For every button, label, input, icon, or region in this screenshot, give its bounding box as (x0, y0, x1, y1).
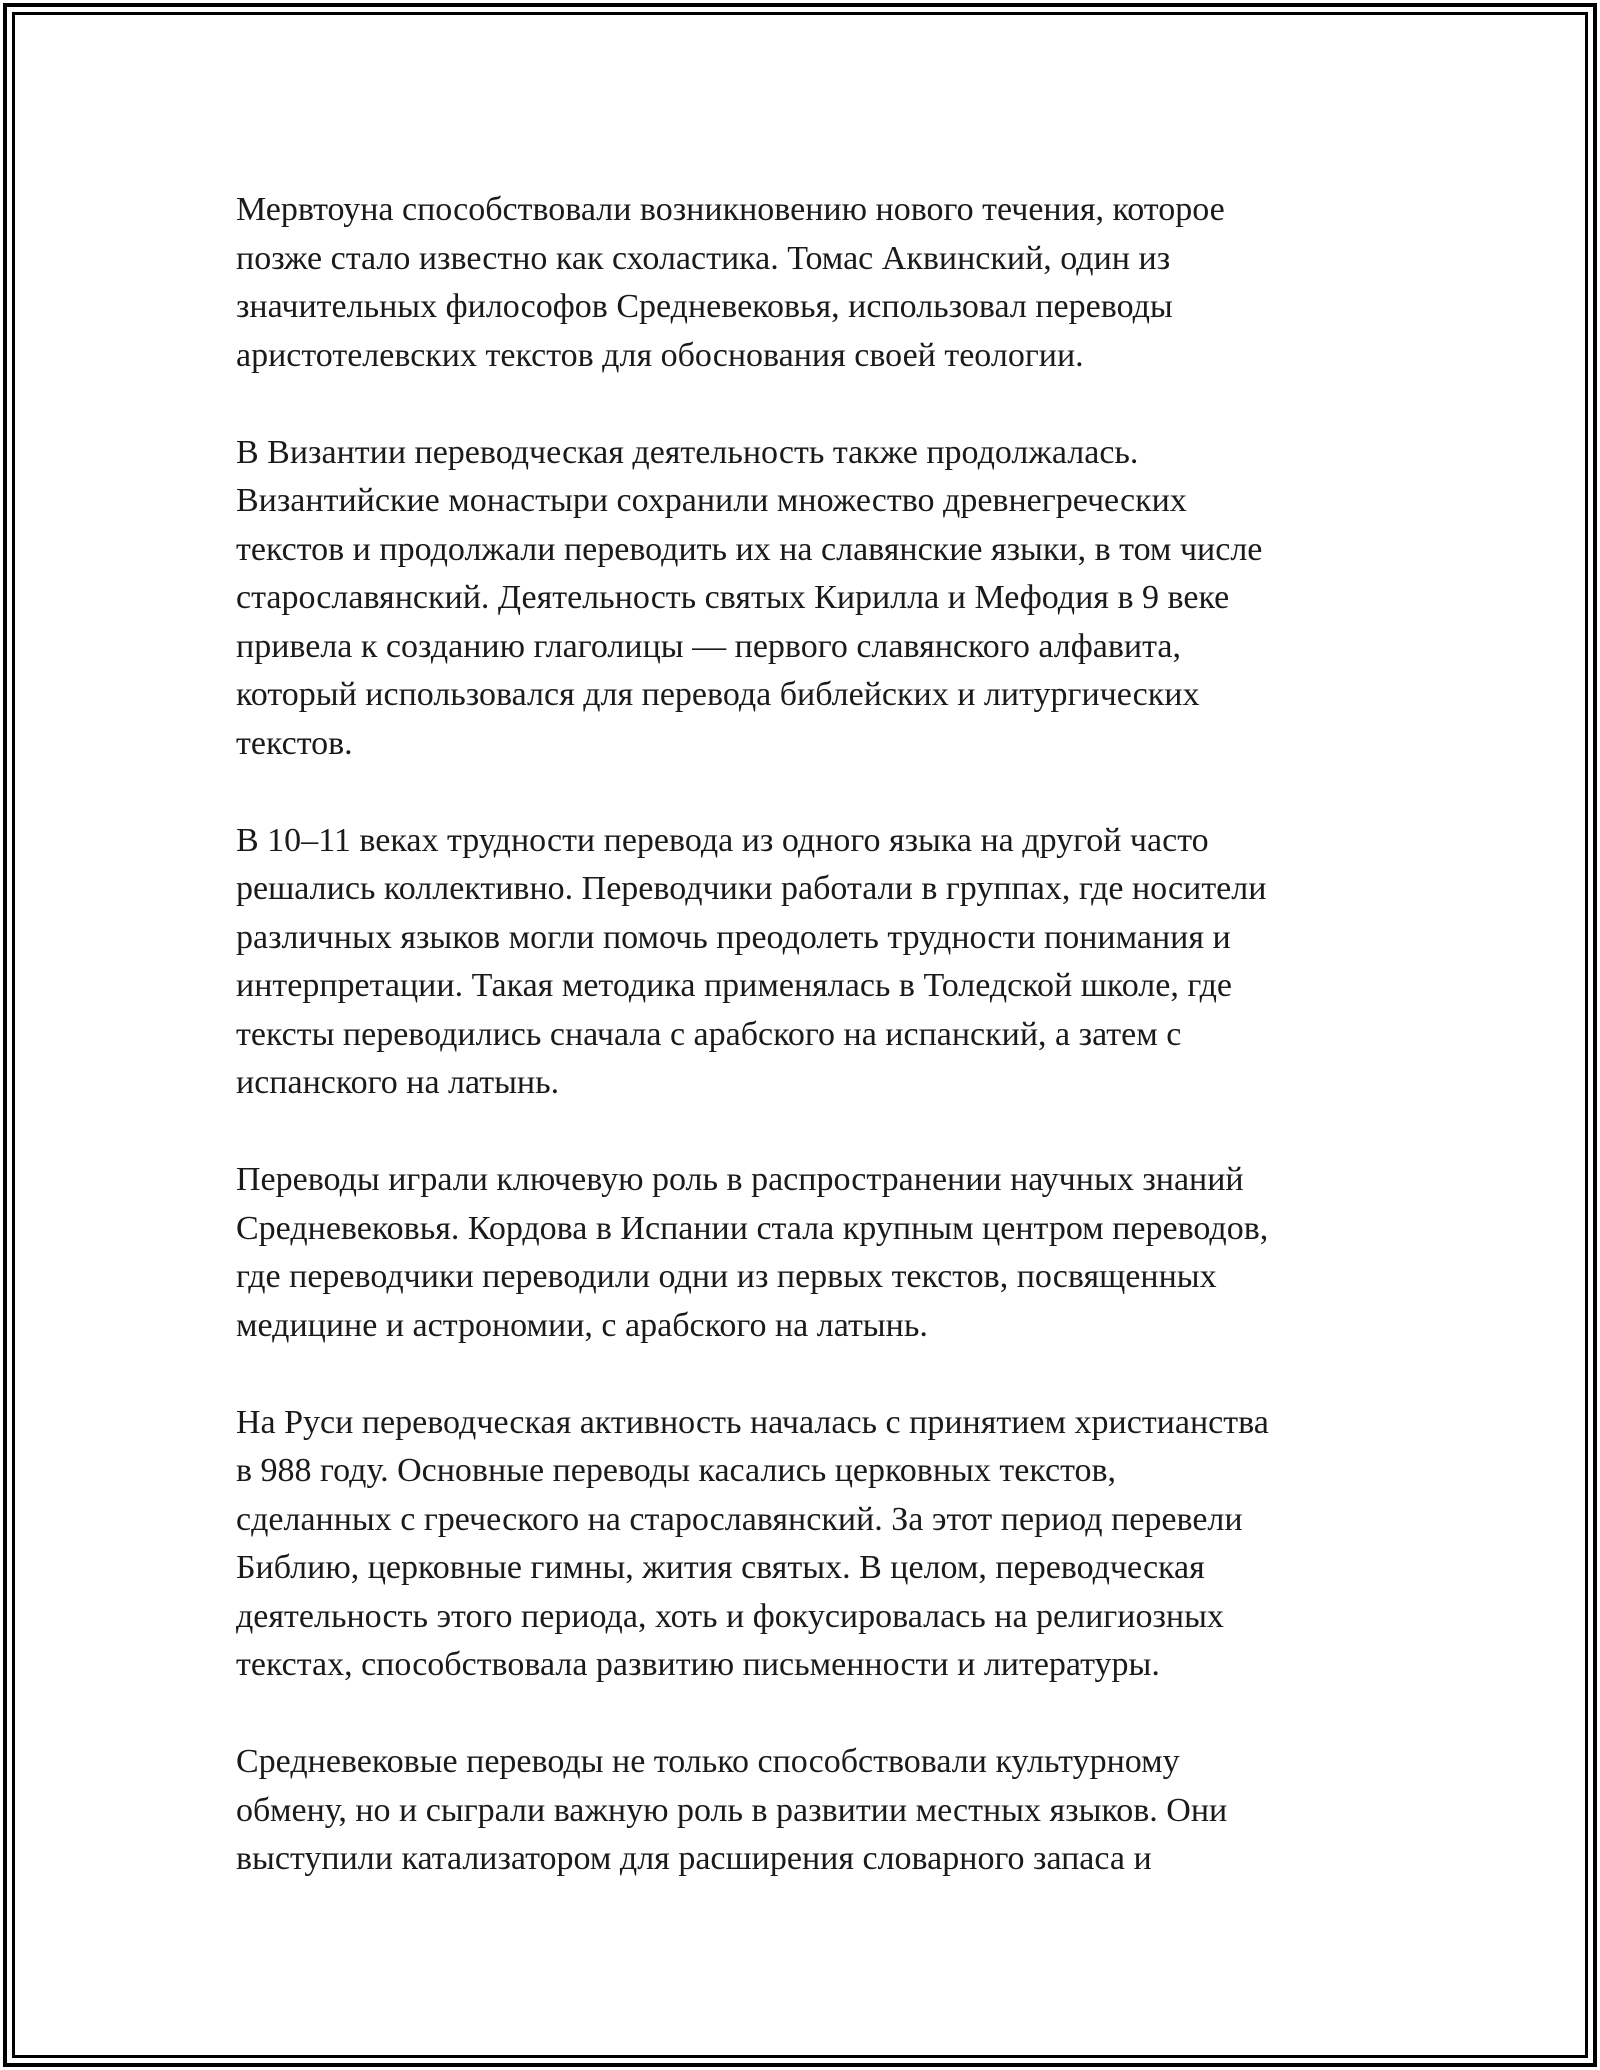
text-line: деятельность этого периода, хоть и фокусировалась на религиозных (236, 1597, 1224, 1635)
text-line: испанского на латынь. (236, 1064, 560, 1101)
text-line: тексты переводились сначала с арабского на испанский, а затем с (236, 1015, 1182, 1053)
text-line: в 988 году. Основные переводы касались церковных текстов, (236, 1452, 1117, 1489)
paragraph-cordoba (236, 1156, 1376, 1350)
document-body (236, 186, 1376, 1932)
text-line: текстов. (236, 724, 353, 762)
text-line: сделанных с греческого на старославянский. За этот период перевели (236, 1500, 1243, 1538)
text-line: аристотелевских текстов для обоснования своей теологии. (236, 336, 1084, 374)
text-line: Византийские монастыри сохранили множество древнегреческих (236, 482, 1187, 519)
paragraph-collective-translation (236, 817, 1376, 1108)
text-line: В 10–11 веках трудности перевода из одного языка на другой часто (236, 821, 1209, 859)
text-line: позже стало известно как схоластика. Томас Аквинский, один из (236, 239, 1171, 277)
text-line: привела к созданию глаголицы — первого славянского алфавита, (236, 627, 1181, 665)
text-line: интерпретации. Такая методика применялась в Толедской школе, где (236, 967, 1232, 1004)
text-line: Средневековья. Кордова в Испании стала крупным центром переводов, (236, 1209, 1269, 1247)
text-line: выступили катализатором для расширения словарного запаса и (236, 1840, 1152, 1877)
text-line: Мервтоуна способствовали возникновению нового течения, которое (236, 191, 1225, 228)
text-line: На Руси переводческая активность началась с принятием христианства (236, 1403, 1269, 1441)
paragraph-byzantium (236, 429, 1376, 769)
text-line: медицине и астрономии, с арабского на латынь. (236, 1306, 928, 1344)
text-line: старославянский. Деятельность святых Кирилла и Мефодия в 9 веке (236, 579, 1230, 616)
text-line: Средневековые переводы не только способствовали культурному (236, 1743, 1180, 1780)
text-line: В Византии переводческая деятельность также продолжалась. (236, 433, 1139, 471)
paragraph-scholasticism (236, 186, 1376, 380)
text-line: обмену, но и сыграли важную роль в развитии местных языков. Они (236, 1791, 1228, 1829)
text-line: текстов и продолжали переводить их на славянские языки, в том числе (236, 530, 1263, 568)
text-line: различных языков могли помочь преодолеть трудности понимания и (236, 918, 1231, 956)
text-line: где переводчики переводили одни из первых текстов, посвященных (236, 1258, 1217, 1295)
text-line: текстах, способствовала развитию письменности и литературы. (236, 1646, 1160, 1683)
paragraph-rus (236, 1399, 1376, 1690)
text-line: значительных философов Средневековья, использовал переводы (236, 288, 1173, 325)
paragraph-local-languages (236, 1738, 1376, 1884)
text-line: решались коллективно. Переводчики работали в группах, где носители (236, 870, 1267, 907)
text-line: который использовался для перевода библейских и литургических (236, 676, 1200, 713)
text-line: Переводы играли ключевую роль в распространении научных знаний (236, 1161, 1244, 1198)
text-line: Библию, церковные гимны, жития святых. В целом, переводческая (236, 1549, 1205, 1586)
